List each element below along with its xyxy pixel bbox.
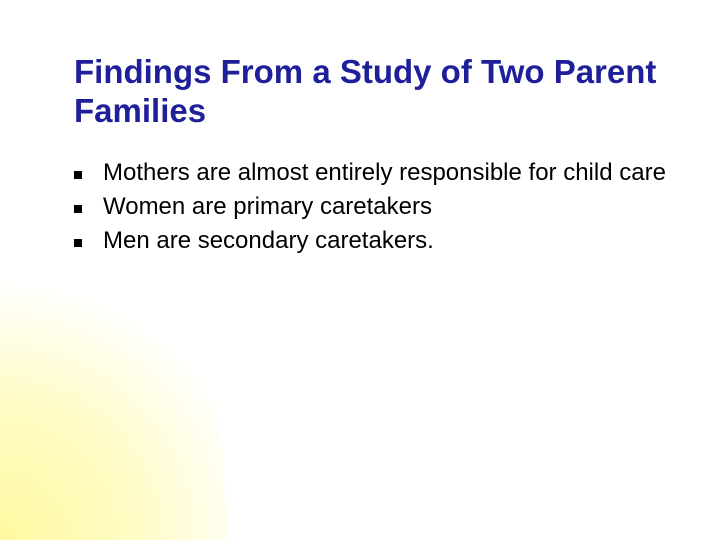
bullet-text: Women are primary caretakers [103,193,432,220]
bullet-item [74,159,674,187]
bullet-item [74,227,674,255]
bullet-text: Men are secondary caretakers. [103,227,434,254]
square-bullet-icon [74,205,82,213]
square-bullet-icon [74,239,82,247]
square-bullet-icon [74,171,82,179]
bullet-text: Mothers are almost entirely responsible for child care [103,159,666,186]
bullet-item [74,193,674,221]
bullet-list [74,159,674,261]
slide-title: Findings From a Study of Two Parent Families [74,53,657,129]
